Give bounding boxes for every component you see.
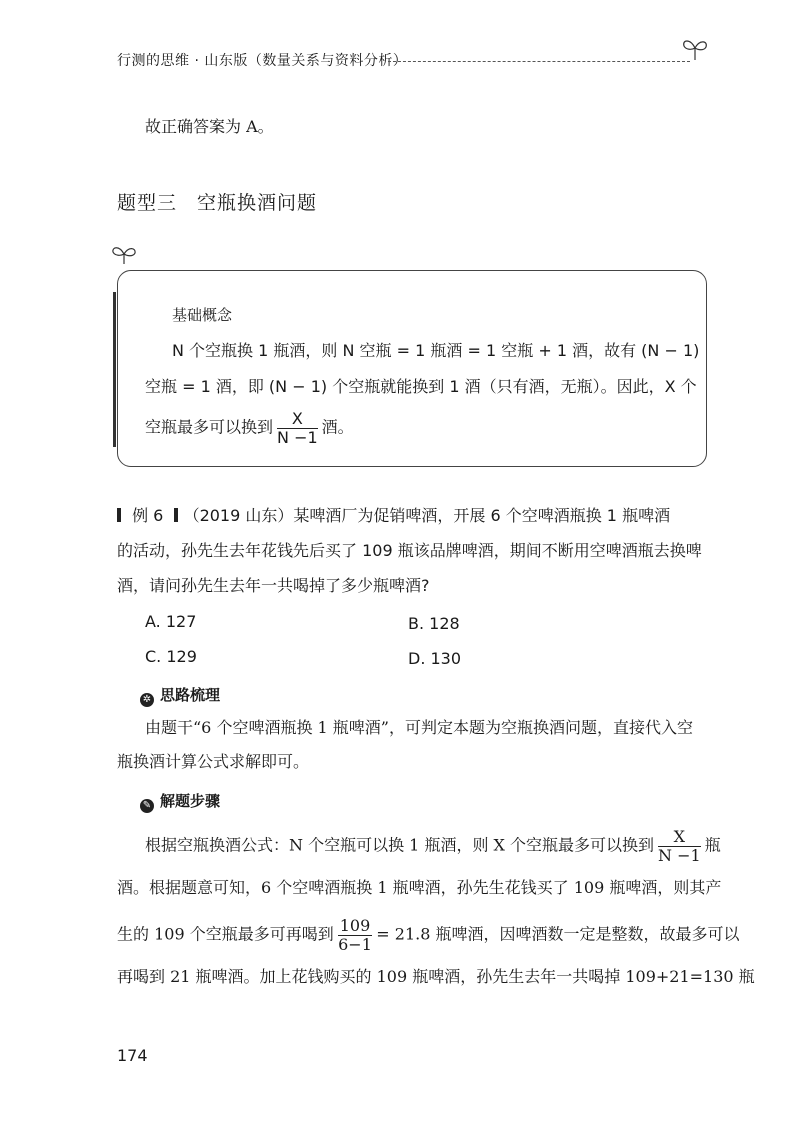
steps-line-4: 再喝到 21 瓶啤酒。加上花钱购买的 109 瓶啤酒，孙先生去年一共喝掉 109+21=130 瓶 (117, 967, 755, 986)
steps-line-3 (117, 917, 739, 953)
example-label: 例 6 (132, 506, 164, 525)
concept-line-3 (145, 410, 354, 446)
steps-fraction-1 (658, 828, 701, 864)
fraction-numerator: X (277, 410, 318, 429)
pencil-icon: ✎ (140, 799, 154, 813)
header-divider (388, 61, 690, 62)
concept-box-bar (113, 292, 116, 447)
option-a: A. 127 (145, 612, 197, 631)
example-marker (174, 508, 178, 522)
fraction-denominator: 6−1 (338, 934, 372, 954)
steps-line-2: 酒。根据题意可知，6 个空啤酒瓶换 1 瓶啤酒，孙先生花钱买了 109 瓶啤酒，则其产 (117, 878, 722, 897)
example-text-1: （2019 山东）某啤酒厂为促销啤酒，开展 6 个空啤酒瓶换 1 瓶啤酒 (183, 506, 671, 525)
steps-line-1 (145, 828, 721, 864)
section-title: 题型三 空瓶换酒问题 (117, 192, 318, 214)
option-d: D. 130 (408, 649, 462, 668)
concept-line-1: N 个空瓶换 1 瓶酒，则 N 空瓶 = 1 瓶酒 = 1 空瓶 + 1 酒，故有 (N − 1) (172, 341, 700, 360)
option-c: C. 129 (145, 647, 197, 666)
fraction-denominator: N −1 (277, 427, 318, 447)
fraction-denominator: N −1 (658, 845, 701, 865)
concept-title: 基础概念 (172, 306, 233, 324)
steps-line-3-pre: 生的 109 个空瓶最多可再喝到 (117, 924, 334, 944)
option-b: B. 128 (408, 614, 460, 633)
analysis-title: 思路梳理 (160, 686, 221, 704)
steps-heading (140, 790, 220, 813)
example-line-3: 酒，请问孙先生去年一共喝掉了多少瓶啤酒? (117, 576, 430, 595)
analysis-line-1: 由题干“6 个空啤酒瓶换 1 瓶啤酒”，可判定本题为空瓶换酒问题，直接代入空 (145, 718, 693, 737)
example-line-1 (117, 508, 670, 524)
running-header: 行测的思维 · 山东版（数量关系与资料分析） (117, 53, 408, 69)
analysis-line-2: 瓶换酒计算公式求解即可。 (117, 752, 310, 771)
analysis-heading (140, 684, 220, 707)
fraction-numerator: 109 (339, 916, 371, 935)
sprout-icon (680, 36, 710, 62)
steps-fraction-2 (338, 917, 373, 953)
page-number: 174 (117, 1046, 148, 1065)
example-line-2: 的活动，孙先生去年花钱先后买了 109 瓶该品牌啤酒，期间不断用空啤酒瓶去换啤 (117, 541, 702, 560)
gear-icon: ✲ (140, 693, 154, 707)
concept-fraction (277, 410, 318, 446)
steps-line-1-pre: 根据空瓶换酒公式：N 个空瓶可以换 1 瓶酒，则 X 个空瓶最多可以换到 (145, 835, 655, 855)
concept-line-3-post: 酒。 (321, 417, 354, 437)
fraction-numerator: X (658, 828, 701, 847)
example-marker (117, 508, 121, 522)
answer-line: 故正确答案为 A。 (145, 117, 274, 136)
concept-line-3-pre: 空瓶最多可以换到 (145, 417, 274, 437)
concept-line-2: 空瓶 = 1 酒，即 (N − 1) 个空瓶就能换到 1 酒（只有酒，无瓶）。因此，X 个 (145, 377, 697, 396)
steps-line-3-post: = 21.8 瓶啤酒，因啤酒数一定是整数，故最多可以 (376, 924, 740, 944)
steps-line-1-post: 瓶 (704, 835, 721, 855)
sprout-icon (110, 243, 138, 265)
steps-title: 解题步骤 (160, 792, 221, 810)
